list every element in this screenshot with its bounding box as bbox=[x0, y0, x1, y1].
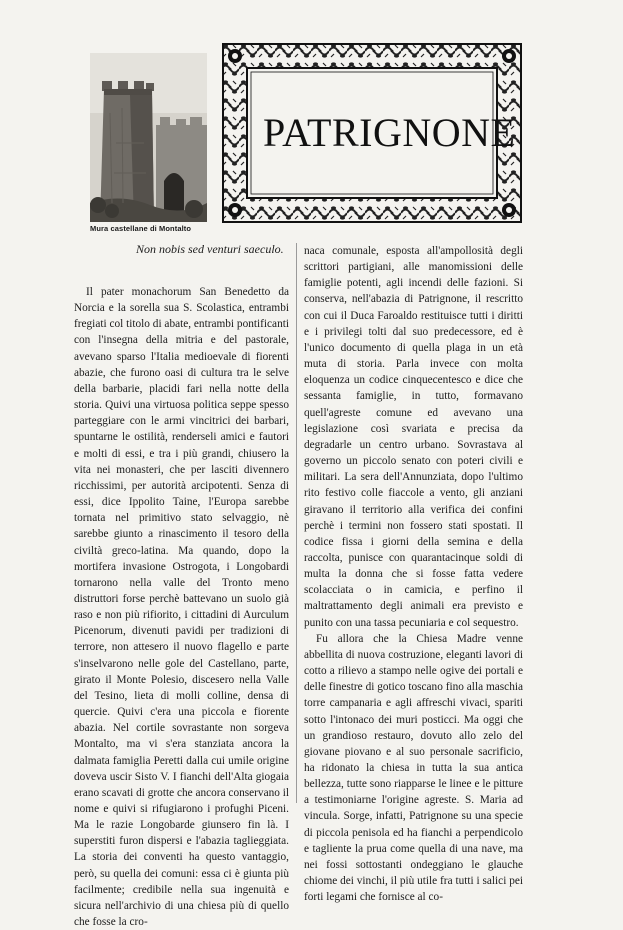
page-title: PATRIGNONE bbox=[263, 110, 516, 155]
title-frame bbox=[221, 42, 523, 224]
right-paragraph-1: naca comunale, esposta all'ampollosità degli scrittori partigiani, alle manomissioni delle famiglie potenti, agli incendi delle fazioni. Si conserva, nell'abazia di Patrignone, il rescritto con cui il Duca Faroaldo restituisce tutti i diritti e i privilegi tolti dal suo predecessore, ed è l'unico documento di quella plaga in un età muta di storia. Parla invece con molta eloquenza un codice cinquecentesco e dice che sessanta famiglie, in tutto, formavano quell'agreste comune ed avevano una legislazione così svariata e precisa da degradarle un centro urbano. Sovrastava al governo un piccolo senato con poteri civili e militari. La sera dell'Annunziata, dopo l'ultimo rito festivo colle fiaccole a vento, gli anziani giravano il territorio alla verifica dei confini perchè i termini non fossero stati spostati. Il codice fissa i giorni della semina e della raccolta, punisce con quarantacinque soldi di multa la donna che si fosse fatta vedere scolacciata o in camicia, e perfino il maltrattamento degli animali era previsto e punito con una tassa pecuniaria e col sequestro. bbox=[304, 245, 523, 629]
castle-photo bbox=[90, 53, 207, 222]
column-divider bbox=[296, 243, 297, 803]
right-column bbox=[304, 243, 523, 905]
castle-illustration bbox=[90, 53, 207, 222]
right-paragraph-2: Fu allora che la Chiesa Madre venne abbellita di nuova costruzione, eleganti lavori di cotto a rilievo a stampo nelle ogive dei portali e delle finestre di gotico toscano fino alla maschia torre campanaria e agli affreschi vivaci, spariti sotto l'intonaco dei muri posticci. Ma oggi che un grandioso restauro, dovuto allo zelo del giovane piovano e al suo personale sacrificio, ha ridonato la chiesa in tutta la sua antica bellezza, tutte sono riapparse le linee e le pitture a testimoniarne l'origine agreste. S. Maria ad vincula. Sorge, infatti, Patrignone su una specie di piccola penisola ed ha fianchi a perpendicolo e tagliente la prua come quella di una nave, ma nei fossi sottostanti ondeggiano le glauche chiome dei vinchi, il più utile fra tutti i salici pei forti legami che fornisce al co- bbox=[304, 632, 523, 904]
left-paragraph: Il pater monachorum San Benedetto da Norcia e la sorella sua S. Scolastica, entrambi fregiati col titolo di abate, entrambi pontificanti con l'insegna della mitria e del pastorale, avevano sparso l'Italia medioevale di fiorenti abazie, che furono oasi di cultura tra le selve della barbarie, placidi fari nella notte della storia. Quivi una virtuosa politica seppe spesso parteggiare con le armi vincitrici dei barbari, spuntarne le ostilità, renderseli amici e fautori e molti di essi, e tra i più grandi, chiusero la vita nei monasteri, che per lasciti divennero ricchissimi, per autorità arcipotenti. Senza di essi, dice Ippolito Taine, l'Europa sarebbe tornata nel primitivo stato selvaggio, nè sarebbe giunto a rinascimento il tesoro della civiltà greco-latina. Ma quando, dopo la mortifera invasione Ostrogota, i Longobardi tornarono nella valle del Tronto meno distruttori forse perchè battevano un suolo già raso e non più rifiorito, i cittadini di Aurculum Picenorum, divenuti pavidi per tradizioni di terrore, non attesero il nuovo flagello e parte s'inselvarono nelle gole del Castellano, parte, girato il Monte Polesio, discesero nella Valle del Tesino, lieta di molli colline, densa di quercie. Quivi c'era una piccola e fiorente abazia. Nel cortile sovrastante non sorgeva Montalto, ma vi s'era stanziata ancora la dalmata famiglia Peretti dalla cui umile origine doveva uscir Sisto V. I fianchi dell'Alta giogaia erano scavati di grotte che ancora conservano il nome e quivi si rifugiarono i profughi Piceni. Ma le razie Longobarde giunsero fin là. I superstiti furon dispersi e l'abazia taglieggiata. La storia dei conventi ha questo vantaggio, però, su quella dei comuni: essa ci è giunta più facilmente; credibile nella sua ingenuità e sicura nell'archivio di una chiesa più di quello che fosse la cro- bbox=[74, 286, 289, 929]
left-column bbox=[74, 262, 289, 930]
motto: Non nobis sed venturi saeculo. bbox=[136, 242, 284, 256]
photo-caption: Mura castellane di Montalto bbox=[90, 224, 192, 233]
